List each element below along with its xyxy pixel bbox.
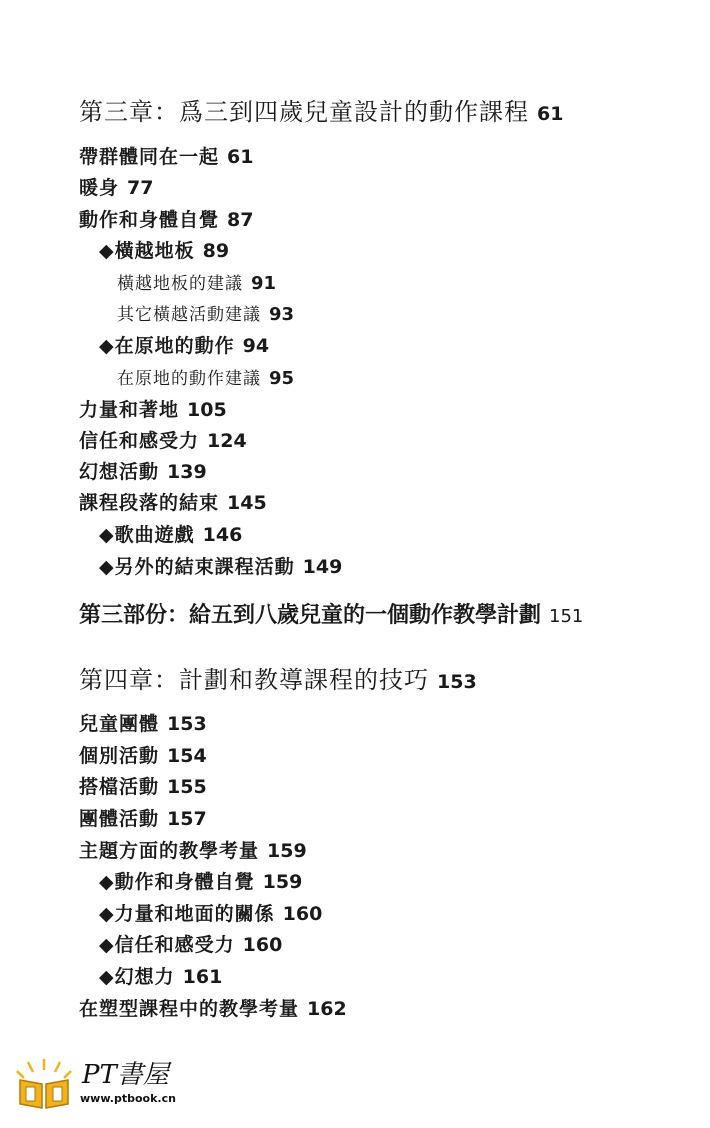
- toc-subentry: ◆歌曲遊戲 146: [99, 524, 243, 546]
- toc-entry: 在塑型課程中的教學考量 162: [79, 998, 347, 1020]
- part-3-heading: 第三部份：給五到八歲兒童的一個動作教學計劃 151: [79, 603, 584, 628]
- toc-entry: 搭檔活動 155: [79, 776, 207, 798]
- toc-entry: 帶群體同在一起 61: [79, 146, 254, 168]
- toc-subentry: ◆在原地的動作 94: [99, 335, 270, 357]
- logo-url: www.ptbook.cn: [80, 1092, 176, 1105]
- toc-entry: 暖身 77: [79, 177, 154, 199]
- open-book-icon: [14, 1056, 74, 1110]
- watermark-logo: [14, 1052, 184, 1112]
- toc-entry: 個別活動 154: [79, 745, 207, 767]
- toc-entry: 主題方面的教學考量 159: [79, 840, 307, 862]
- toc-subentry: ◆另外的結束課程活動 149: [99, 556, 343, 578]
- toc-subsubentry: 在原地的動作建議 95: [117, 368, 295, 389]
- toc-entry: 課程段落的結束 145: [79, 492, 267, 514]
- toc-entry: 信任和感受力 124: [79, 430, 247, 452]
- toc-subentry: ◆幻想力 161: [99, 966, 223, 988]
- toc-entry: 幻想活動 139: [79, 461, 207, 483]
- chapter-4-heading: 第四章：計劃和教導課程的技巧 153: [79, 666, 477, 694]
- toc-subentry: ◆橫越地板 89: [99, 240, 230, 262]
- toc-entry: 力量和著地 105: [79, 399, 227, 421]
- chapter-3-heading: 第三章：爲三到四歲兒童設計的動作課程 61: [79, 98, 564, 126]
- toc-subentry: ◆信任和感受力 160: [99, 934, 283, 956]
- toc-entry: 團體活動 157: [79, 808, 207, 830]
- toc-entry: 動作和身體自覺 87: [79, 209, 254, 231]
- toc-subsubentry: 橫越地板的建議 91: [117, 273, 277, 294]
- toc-subentry: ◆動作和身體自覺 159: [99, 871, 303, 893]
- toc-subentry: ◆力量和地面的關係 160: [99, 903, 323, 925]
- logo-name: PT書屋: [82, 1060, 169, 1090]
- toc-entry: 兒童團體 153: [79, 713, 207, 735]
- toc-subsubentry: 其它橫越活動建議 93: [117, 304, 295, 325]
